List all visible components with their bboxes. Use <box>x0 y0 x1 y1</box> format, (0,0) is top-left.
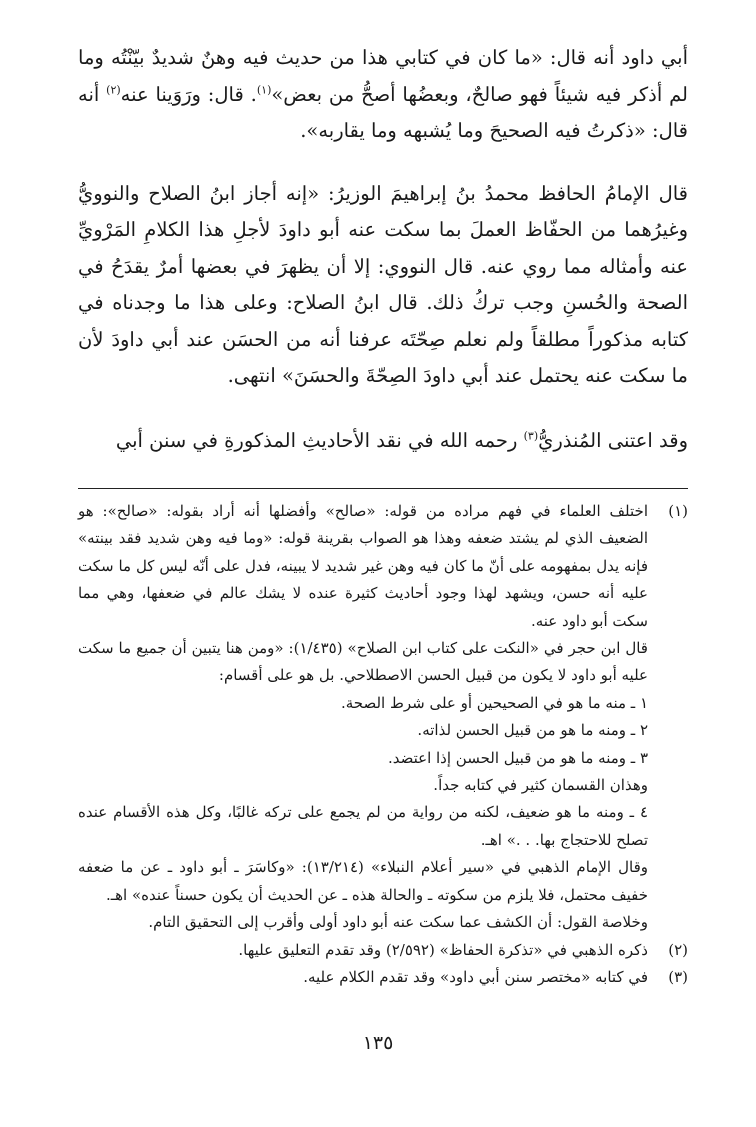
footnote-line: وهذان القسمان كثير في كتابه جداً. <box>433 776 648 795</box>
footnote-number: (١) <box>668 502 688 520</box>
footnote-ref-3[interactable]: (٣) <box>523 429 539 442</box>
footnote-3 <box>78 964 688 991</box>
footnote-line: ٣ ـ ومنه ما هو من قبيل الحسن إذا اعتضد. <box>387 748 648 767</box>
footnote-line: ذكره الذهبي في «تذكرة الحفاظ» (٢/٥٩٢) وقد تقدم التعليق عليها. <box>238 940 648 959</box>
footnote-line: ٤ ـ ومنه ما هو ضعيف، لكنه من رواية من لم يجمع على تركه غالبًا، وكل هذه الأقسام عنده تصلح للاحتجاج بها. . .» اهـ. <box>78 803 648 849</box>
paragraph-1-text-a: أبي داود أنه قال: «ما كان في كتابي هذا من حديث فيه وهنٌ شديدٌ بيّنْتُه وما لم أذكر فيه شيئاً فهو صالحٌ، وبعضُها أصحُّ من بعض» <box>78 46 688 106</box>
footnote-number: (٢) <box>668 940 688 959</box>
footnote-body <box>78 498 648 937</box>
footnote-body <box>78 937 648 964</box>
paragraph-3-text-b: رحمه الله في نقد الأحاديثِ المذكورةِ في سنن أبي <box>115 428 524 452</box>
footnote-ref-2[interactable]: (٢) <box>106 83 121 96</box>
page-content <box>78 40 688 986</box>
paragraph-1-text-c: أنه قال: «ذكرتُ فيه الصحيحَ وما يُشبهه وما يقاربه». <box>78 82 688 142</box>
footnote-line: ٢ ـ ومنه ما هو من قبيل الحسن لذاته. <box>417 721 648 740</box>
footnote-body <box>78 964 648 991</box>
paragraph-3 <box>78 423 688 460</box>
footnotes <box>78 498 688 991</box>
footnote-line: اختلف العلماء في فهم مراده من قوله: «صالح» وأفضلها أنه أراد بقوله: «صالح»: هو الضعيف الذي لم يشتد ضعفه وهذا هو الصواب بقرينة قوله: «وما فيه وهن شديد فقد بينته» فإنه يدل بمفهومه على أنّ ما كان فيه وهن غير شديد لا يبينه، فدل على أنّه ليس كل ما سكت عليه أنه حسن، ويشهد لهذا وجود أحاديث كثيرة عنده لا يشك عالم في ضعفها، وهي مما سكت أبو داود عنه. <box>78 502 648 630</box>
paragraph-1 <box>78 40 688 150</box>
paragraph-3-text-a: وقد اعتنى المُنذريُّ <box>538 428 688 452</box>
footnote-2 <box>78 937 688 964</box>
footnote-divider <box>78 488 688 489</box>
footnote-line: ١ ـ منه ما هو في الصحيحين أو على شرط الصحة. <box>340 693 648 712</box>
footnote-line: وقال الإمام الذهبي في «سير أعلام النبلاء» (١٣/٢١٤): «وكاسَرَ ـ أبو داود ـ عن ما ضعفه خفيف محتمل، فلا يلزم من سكوته ـ والحالة هذه ـ عن الحديث أن يكون حسناً عنده» اهـ. <box>78 858 648 904</box>
footnote-line: في كتابه «مختصر سنن أبي داود» وقد تقدم الكلام عليه. <box>303 967 648 986</box>
footnote-number: (٣) <box>668 967 688 986</box>
footnote-ref-1[interactable]: (١) <box>256 83 272 96</box>
footnote-line: وخلاصة القول: أن الكشف عما سكت عنه أبو داود أولى وأقرب إلى التحقيق التام. <box>148 913 648 932</box>
paragraph-2: قال الإمامُ الحافظ محمدُ بنُ إبراهيمَ الوزيرُ: «إنه أجاز ابنُ الصلاح والنوويُّ وغيرُهما من الحفّاظ العملَ بما سكت عنه أبو داودَ لأجلِ هذا الكلامِ المَرْويِّ عنه وأمثاله مما روي عنه. قال النووي: إلا أن يظهرَ في بعضها أمرٌ يقدَحُ في الصحة والحُسنِ وجب تركُ ذلك. قال ابنُ الصلاح: وعلى هذا ما وجدناه في كتابه مذكوراً مطلقاً ولم نعلم صِحّتَه عرفنا أنه من الحسَن عند أبي داودَ لأن ما سكت عنه يحتمل عند أبي داودَ الصِحّةَ والحسَنَ» انتهى. <box>78 181 688 387</box>
page-number: ١٣٥ <box>362 1032 394 1054</box>
footnote-1 <box>78 498 688 937</box>
paragraph-1-text-b: . قال: ورَوَينا عنه <box>120 82 257 106</box>
footnote-line: قال ابن حجر في «النكت على كتاب ابن الصلاح» (١/٤٣٥): «ومن هنا يتبين أن جميع ما سكت عليه أبو داود لا يكون من قبيل الحسن الاصطلاحي. بل هو على أقسام: <box>78 639 648 685</box>
